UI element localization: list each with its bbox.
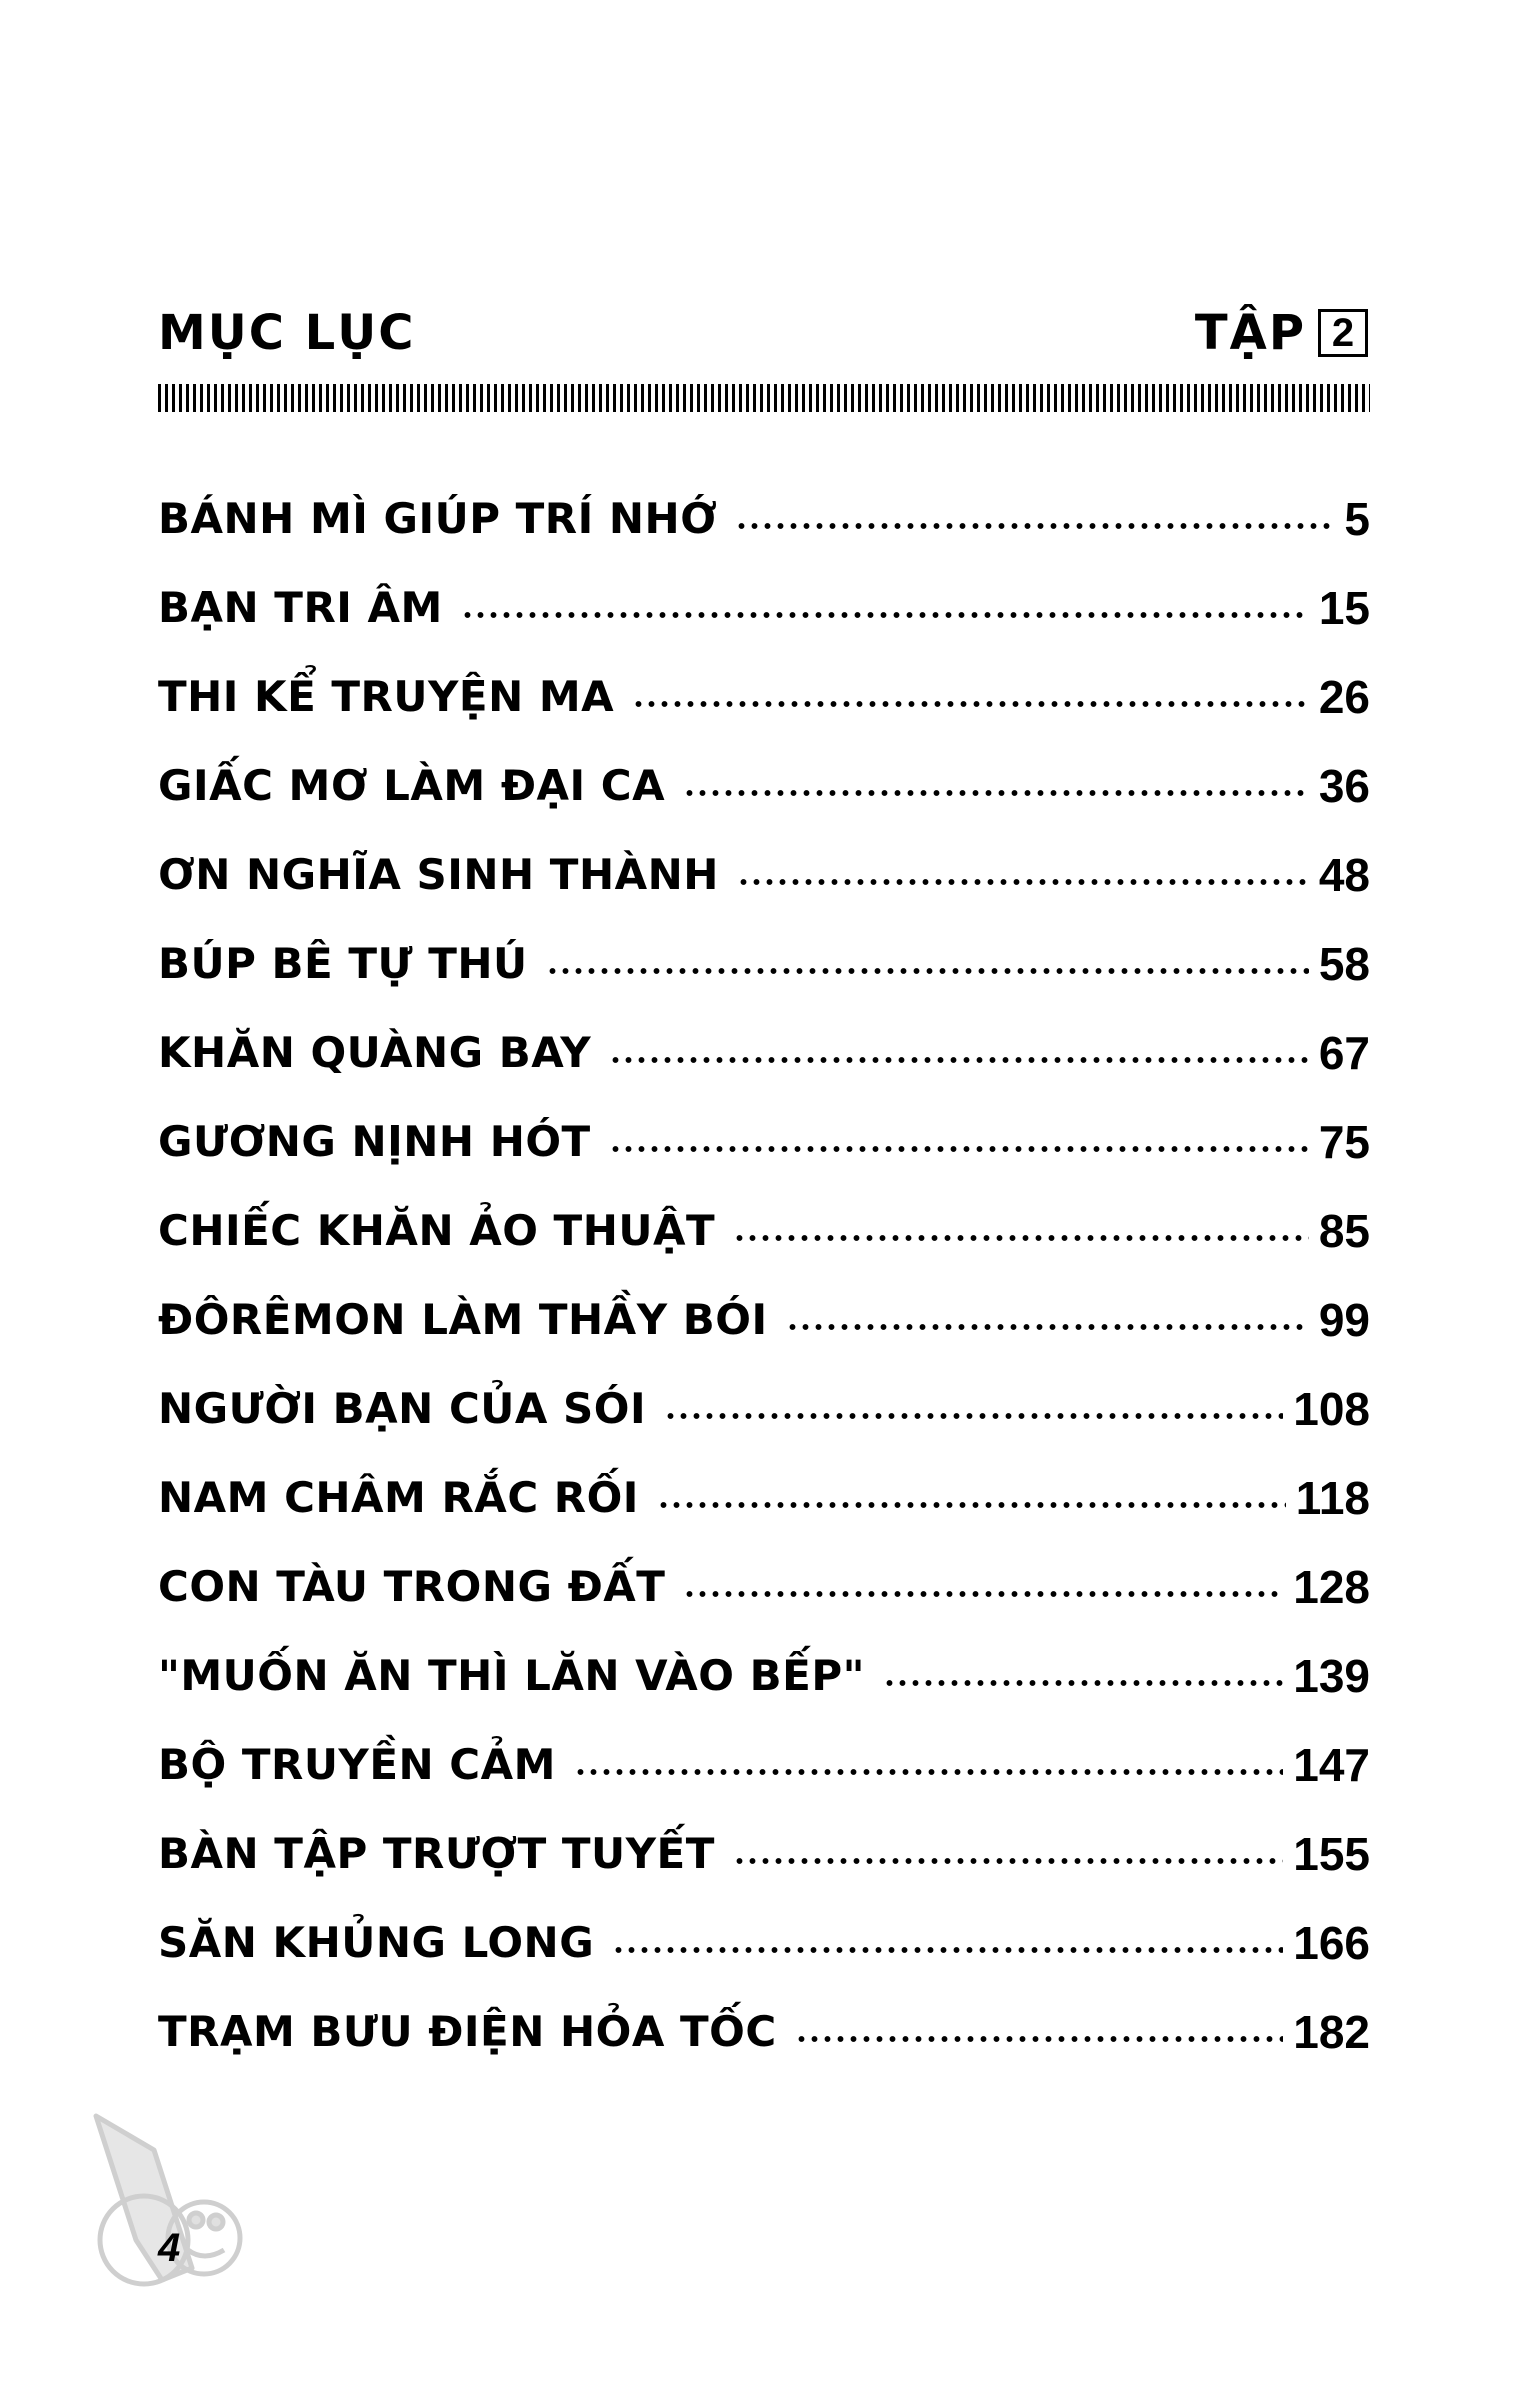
toc-entry-page: 75	[1318, 1116, 1370, 1168]
toc-dot-leader	[733, 1235, 1309, 1241]
toc-entry	[158, 1528, 1370, 1617]
toc-dot-leader	[795, 2036, 1284, 2042]
toc-entry-page: 108	[1293, 1383, 1370, 1435]
toc-entry-page: 166	[1293, 1917, 1370, 1969]
toc-entry	[158, 1617, 1370, 1706]
toc-dot-leader	[664, 1413, 1283, 1419]
heading-divider	[158, 384, 1370, 412]
toc-entry-page: 155	[1293, 1828, 1370, 1880]
toc-entry-page: 58	[1318, 938, 1370, 990]
toc-dot-leader	[657, 1502, 1286, 1508]
toc-entry-page: 182	[1293, 2006, 1370, 2058]
toc-entry	[158, 905, 1370, 994]
toc-dot-leader	[612, 1947, 1283, 1953]
toc-entry	[158, 1884, 1370, 1973]
toc-entry	[158, 1083, 1370, 1172]
toc-entry	[158, 1350, 1370, 1439]
toc-entry-page: 85	[1318, 1205, 1370, 1257]
toc-entry-title: NAM CHÂM RẮC RỐI	[158, 1473, 639, 1522]
toc-dot-leader	[737, 879, 1309, 885]
toc-entry-title: THI KỂ TRUYỆN MA	[158, 672, 615, 721]
toc-heading	[158, 298, 1368, 368]
page-number: 4	[158, 2226, 181, 2270]
toc-entry-title: "MUỐN ĂN THÌ LĂN VÀO BẾP"	[158, 1651, 865, 1700]
toc-entry-page: 48	[1318, 849, 1370, 901]
toc-entry-title: NGƯỜI BẠN CỦA SÓI	[158, 1384, 647, 1433]
toc-entry-title: GƯƠNG NỊNH HÓT	[158, 1117, 591, 1166]
toc-entry-page: 118	[1295, 1472, 1370, 1524]
toc-entry	[158, 1973, 1370, 2062]
toc-entry-page: 128	[1293, 1561, 1370, 1613]
toc-entry-page: 26	[1318, 671, 1370, 723]
toc-entry-page: 147	[1293, 1739, 1370, 1791]
toc-dot-leader	[546, 968, 1309, 974]
toc-dot-leader	[609, 1146, 1309, 1152]
toc-entry	[158, 1172, 1370, 1261]
toc-entry-title: BÚP BÊ TỰ THÚ	[158, 939, 528, 988]
toc-dot-leader	[735, 523, 1330, 529]
toc-entry-title: CON TÀU TRONG ĐẤT	[158, 1562, 666, 1611]
toc-entry-title: BÀN TẬP TRƯỢT TUYẾT	[158, 1829, 715, 1878]
toc-entry-page: 5	[1344, 493, 1370, 545]
toc-entry-title: BỘ TRUYỀN CẢM	[158, 1740, 556, 1789]
toc-entry	[158, 816, 1370, 905]
toc-entry	[158, 460, 1370, 549]
toc-entry-page: 99	[1318, 1294, 1370, 1346]
toc-entry	[158, 549, 1370, 638]
volume-indicator	[1195, 298, 1368, 368]
toc-entry-page: 36	[1318, 760, 1370, 812]
toc-dot-leader	[683, 1591, 1283, 1597]
toc-dot-leader	[632, 701, 1309, 707]
toc-entry-title: TRẠM BƯU ĐIỆN HỎA TỐC	[158, 2007, 777, 2056]
toc-entry-title: CHIẾC KHĂN ẢO THUẬT	[158, 1206, 716, 1255]
toc-entry-title: BẠN TRI ÂM	[158, 583, 443, 632]
toc-entry-page: 15	[1318, 582, 1370, 634]
toc-entry	[158, 994, 1370, 1083]
volume-label: TẬP	[1194, 305, 1306, 361]
toc-entry	[158, 1706, 1370, 1795]
toc-entry-title: ƠN NGHĨA SINH THÀNH	[158, 850, 719, 899]
toc-entry-page: 139	[1293, 1650, 1370, 1702]
volume-number: 2	[1318, 309, 1368, 357]
toc-entry	[158, 727, 1370, 816]
toc-dot-leader	[574, 1769, 1283, 1775]
toc-entry	[158, 1439, 1370, 1528]
table-of-contents	[158, 460, 1370, 2062]
toc-entry-title: ĐÔRÊMON LÀM THẦY BÓI	[158, 1295, 768, 1344]
toc-dot-leader	[609, 1057, 1309, 1063]
toc-entry	[158, 1795, 1370, 1884]
toc-entry	[158, 1261, 1370, 1350]
toc-entry-page: 67	[1318, 1027, 1370, 1079]
toc-dot-leader	[883, 1680, 1283, 1686]
toc-entry-title: KHĂN QUÀNG BAY	[158, 1028, 592, 1077]
toc-dot-leader	[786, 1324, 1309, 1330]
page-title: MỤC LỤC	[158, 305, 416, 361]
toc-entry	[158, 638, 1370, 727]
toc-entry-title: BÁNH MÌ GIÚP TRÍ NHỚ	[158, 494, 718, 543]
toc-dot-leader	[683, 790, 1309, 796]
toc-dot-leader	[733, 1858, 1283, 1864]
toc-dot-leader	[461, 612, 1309, 618]
toc-entry-title: SĂN KHỦNG LONG	[158, 1918, 595, 1967]
toc-entry-title: GIẤC MƠ LÀM ĐẠI CA	[158, 761, 666, 810]
